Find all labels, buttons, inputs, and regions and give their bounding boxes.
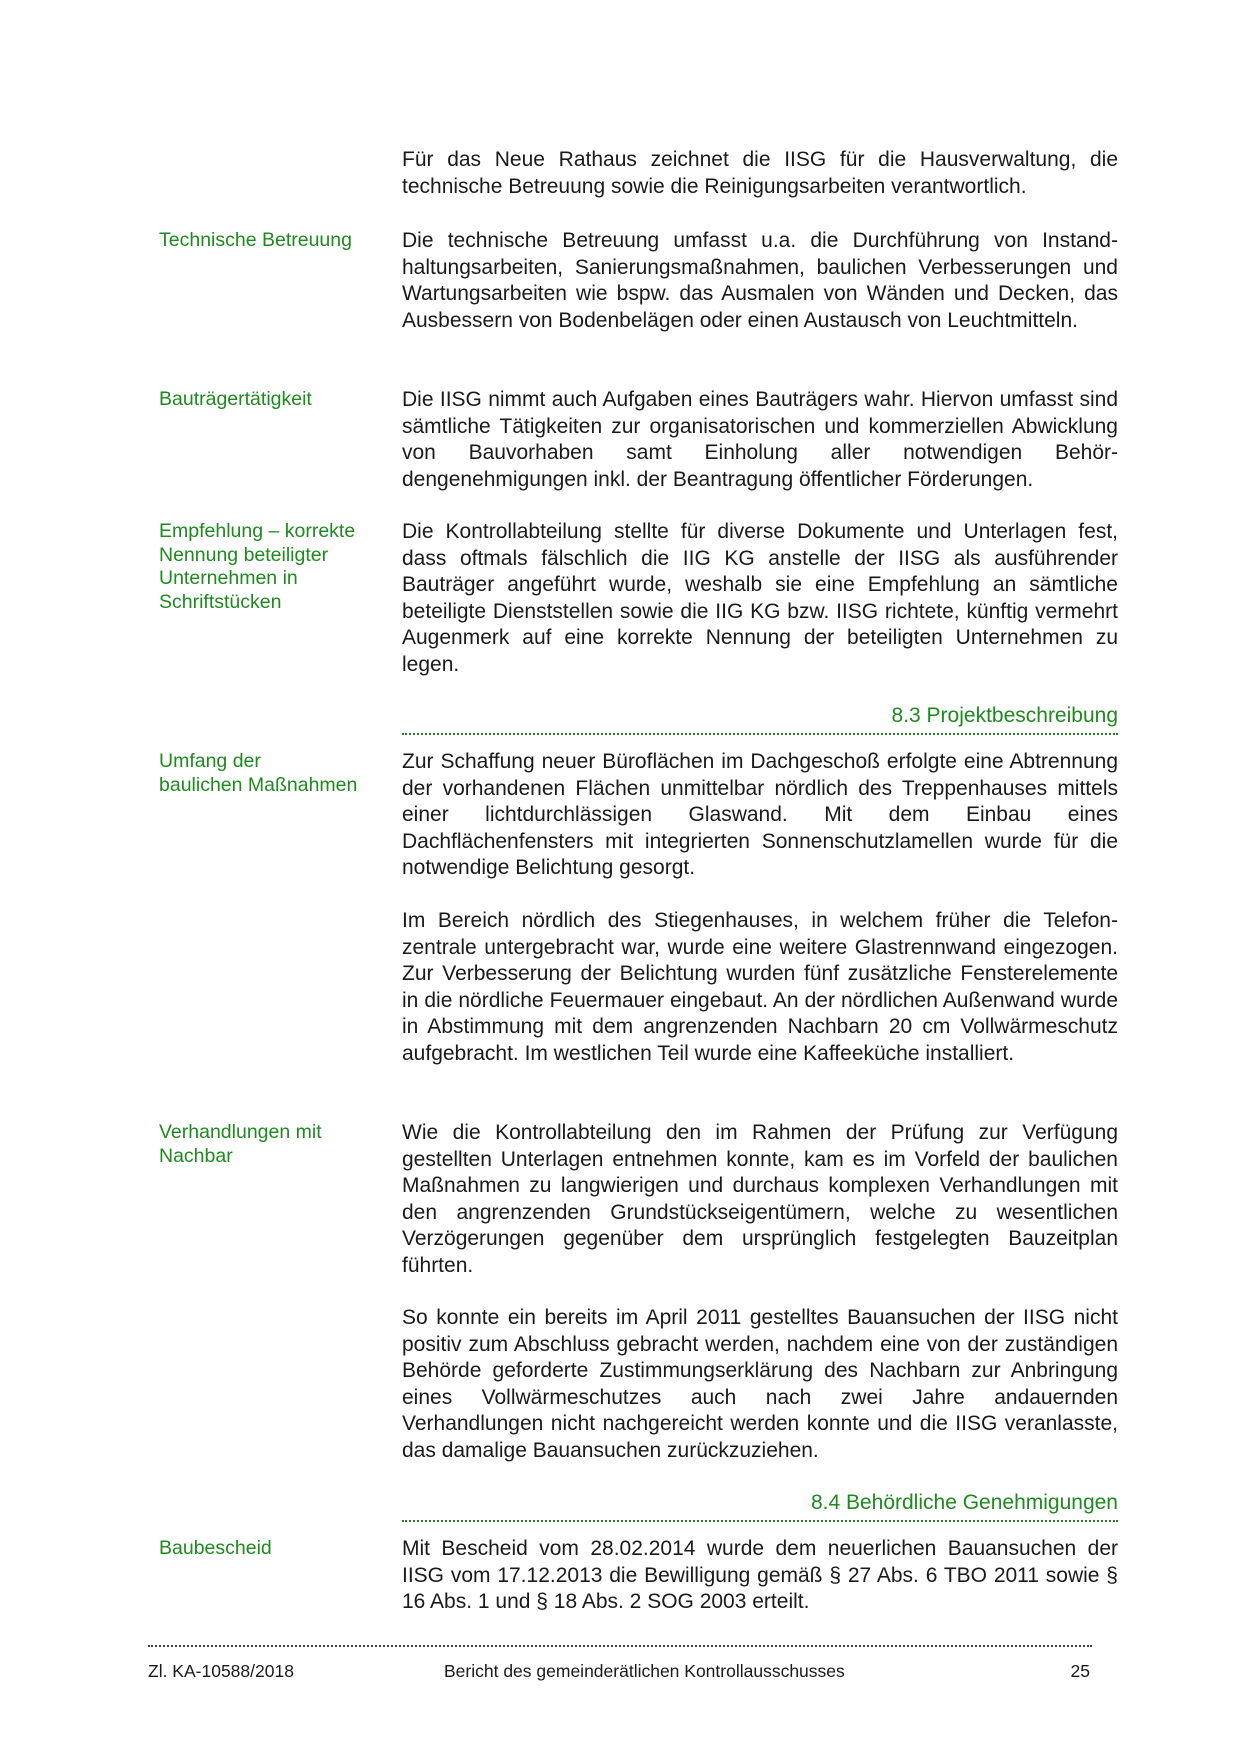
paragraph-empfehlung: Die Kontrollabteilung stellte für diverse Dokumente und Unterlagen fest, dass oftmals fälschlich die IIG KG anstelle der IISG als ausführender Bauträger angeführt wurde, weshalb sie eine Empfehlung an sämtliche beteiligte Dienststellen sowie die IIG KG bzw. IISG richtete, künftig vermehrt Augenmerk auf eine korrekte Nennung der beteiligten Unternehmen zu legen. <box>402 520 1118 676</box>
intro-paragraph: Für das Neue Rathaus zeichnet die IISG für die Hausverwaltung, die technische Betreuung sowie die Reinigungsarbeiten verantwortlich. <box>402 148 1118 198</box>
paragraph-technische-betreuung: Die technische Betreuung umfasst u.a. die Durchführung von Instandhaltungsarbeiten, Sanierungsmaßnahmen, baulichen Verbesserungen und Wartungsarbeiten wie bspw. das Ausmalen von Wänden und Decken, das Ausbessern von Bodenbelägen oder einen Austausch von Leuchtmitteln. <box>402 229 1118 332</box>
margin-note-technische-betreuung: Technische Betreuung <box>159 229 352 251</box>
paragraph-umfang-1: Zur Schaffung neuer Büroflächen im Dachgeschoß erfolgte eine Abtrennung der vorhandenen Flächen unmittelbar nördlich des Treppenhauses mittels einer lichtdurchlässigen Glaswand. Mit dem Einbau eines Dachflächenfensters mit integrierten Sonnenschutzlamellen wurde für die notwendige Belichtung gesorgt. <box>402 750 1118 879</box>
footer-divider <box>148 1645 1092 1647</box>
page-number: 25 <box>1070 1661 1090 1681</box>
section-heading-8-3: 8.3 Projektbeschreibung <box>402 703 1118 735</box>
footer-reference: Zl. KA-10588/2018 <box>148 1661 294 1681</box>
margin-note-bautraeger: Bauträgertätigkeit <box>159 388 312 410</box>
paragraph-bautraeger: Die IISG nimmt auch Aufgaben eines Bauträgers wahr. Hiervon umfasst sind sämtliche Tätigkeiten zur organisatorischen und kommerziellen Abwicklung von Bauvorhaben samt Einholung aller notwendigen Behördengenehmigungen inkl. der Beantragung öffentlicher Förderungen. <box>402 388 1118 491</box>
paragraph-baubescheid: Mit Bescheid vom 28.02.2014 wurde dem neuerlichen Bauansuchen der IISG vom 17.12.2013 die Bewilligung gemäß § 27 Abs. 6 TBO 2011 sowie § 16 Abs. 1 und § 18 Abs. 2 SOG 2003 erteilt. <box>402 1537 1118 1613</box>
margin-note-umfang: Umfang der baulichen Maßnahmen <box>159 750 358 796</box>
paragraph-umfang-2: Im Bereich nördlich des Stiegenhauses, in welchem früher die Telefonzentrale untergebracht war, wurde eine weitere Glastrennwand eingezogen. Zur Verbesserung der Belichtung wurden fünf zusätzliche Fensterelemente in die nördliche Feuermauer eingebaut. An der nördlichen Außenwand wurde in Abstimmung mit dem angrenzenden Nachbarn 20 cm Vollwärmeschutz aufgebracht. Im westlichen Teil wurde eine Kaffeeküche installiert. <box>402 909 1118 1065</box>
section-heading-8-4: 8.4 Behördliche Genehmigungen <box>402 1490 1118 1522</box>
margin-note-baubescheid: Baubescheid <box>159 1537 272 1559</box>
margin-note-verhandlungen: Verhandlungen mit Nachbar <box>159 1121 322 1167</box>
footer-title: Bericht des gemeinderätlichen Kontrollausschusses <box>444 1661 845 1681</box>
paragraph-verhandlungen-1: Wie die Kontrollabteilung den im Rahmen der Prüfung zur Verfügung gestellten Unterlagen entnehmen konnte, kam es im Vorfeld der baulichen Maßnahmen zu langwierigen und durchaus komplexen Verhandlungen mit den angrenzenden Grundstückseigentümern, welche zu wesentlichen Verzögerungen gegenüber dem ursprünglich festgelegten Bauzeitplan führten. <box>402 1121 1118 1277</box>
margin-note-empfehlung: Empfehlung – korrekte Nennung beteiligter Unternehmen in Schriftstücken <box>159 520 356 613</box>
paragraph-verhandlungen-2: So konnte ein bereits im April 2011 gestelltes Bauansuchen der IISG nicht positiv zum Abschluss gebracht werden, nachdem eine von der zuständigen Behörde geforderte Zustimmungserklärung des Nachbarn zur Anbringung eines Vollwärmeschutzes auch nach zwei Jahre andauernden Verhandlungen nicht nachgereicht werden konnte und die IISG veranlasste, das damalige Bauansuchen zurückzuziehen. <box>402 1306 1118 1462</box>
